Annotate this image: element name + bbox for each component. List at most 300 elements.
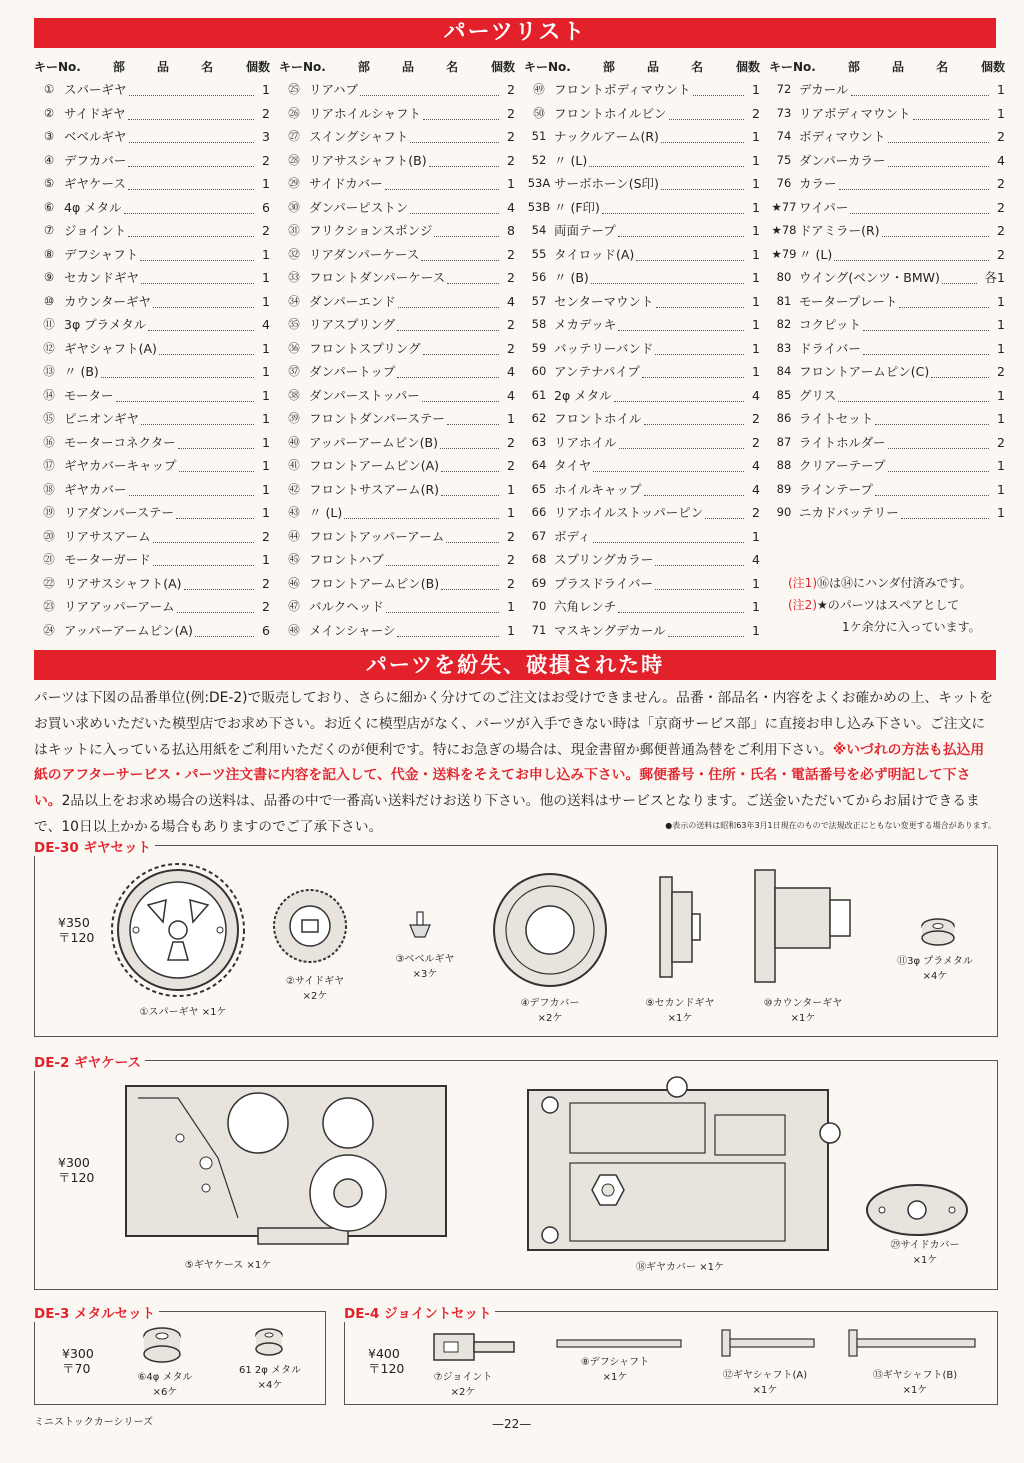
- side-cover-drawing: [862, 1180, 972, 1240]
- part-name: リアボディマウント: [799, 105, 911, 121]
- part-qty: 2: [752, 411, 760, 426]
- part-name: ラインテープ: [799, 481, 874, 497]
- parts-row: [279, 595, 519, 619]
- parts-row: [279, 360, 519, 384]
- part-qty: 1: [507, 505, 515, 520]
- leader-dots: [128, 177, 254, 190]
- parts-row: [279, 243, 519, 267]
- para2: 2品以上をお求め場合の送料は、品番の中で一番高い送料だけお送り下さい。他の送料はサービスとなります。ご送金いただいてからお届けできるまで、10日以上かかる場合もありますのでご了承下さい。: [34, 793, 980, 835]
- parts-row: [524, 360, 764, 384]
- part-qty: 1: [997, 82, 1005, 97]
- part-qty: 4: [507, 293, 515, 309]
- header-key: キーNo.: [769, 60, 816, 74]
- parts-row: [279, 313, 519, 337]
- part-key: ㉞: [288, 293, 300, 308]
- part-name: ギヤケース: [64, 176, 126, 191]
- part-name: ニカドバッテリー: [799, 505, 899, 520]
- part-key: ㉑: [43, 552, 55, 566]
- part-name: ワイパー: [799, 199, 849, 215]
- part-name: サイドギヤ: [64, 105, 126, 121]
- de4-cap-shaftb: ⑬ギヤシャフト(B) ×1ケ: [872, 1370, 958, 1396]
- part-qty: 1: [507, 599, 515, 614]
- part-qty: 2: [997, 176, 1005, 191]
- part-qty: 1: [507, 622, 515, 638]
- parts-row: [34, 572, 274, 596]
- parts-row: [34, 478, 274, 502]
- part-name: リアスプリング: [309, 317, 396, 332]
- part-name: タイヤ: [554, 458, 592, 473]
- parts-row: [524, 78, 764, 102]
- part-key: 64: [531, 458, 547, 472]
- joint-drawing: [430, 1328, 522, 1368]
- part-qty: 2: [997, 129, 1005, 144]
- part-qty: 2: [507, 270, 515, 285]
- part-qty: 1: [752, 270, 760, 285]
- parts-row: [524, 337, 764, 361]
- part-name: 〃 (L): [309, 505, 343, 520]
- part-qty: 1: [262, 505, 270, 520]
- header-name: 部 品 名: [602, 60, 718, 74]
- part-key: 70: [531, 599, 547, 613]
- part-qty: 4: [507, 387, 515, 403]
- parts-row: [279, 619, 519, 643]
- leader-dots: [410, 130, 499, 143]
- part-key: ★77: [771, 199, 797, 214]
- parts-row: [769, 102, 1009, 126]
- leader-dots: [129, 83, 254, 96]
- de2-label: DE-2 ギヤケース: [34, 1051, 145, 1071]
- gear-shaft-b-drawing: [845, 1328, 980, 1358]
- header-name: 部 品 名: [112, 60, 228, 74]
- part-qty: 2: [507, 82, 515, 97]
- leader-dots: [669, 107, 744, 120]
- part-name: スパーギヤ: [64, 82, 127, 97]
- leader-dots: [410, 201, 499, 214]
- part-key: 52: [531, 152, 547, 167]
- de3-label: DE-3 メタルセット: [34, 1302, 159, 1322]
- part-name: スプリングカラー: [554, 552, 654, 567]
- leader-dots: [101, 365, 254, 378]
- part-key: ⑥: [43, 199, 55, 214]
- parts-row: [524, 149, 764, 173]
- parts-row: [524, 384, 764, 408]
- parts-column-header: [769, 56, 1009, 78]
- part-name: ボディ: [554, 528, 591, 544]
- part-name: ホイルキャップ: [554, 481, 642, 497]
- part-qty: 2: [507, 246, 515, 262]
- part-qty: 1: [752, 176, 760, 191]
- leader-dots: [447, 412, 499, 425]
- leader-dots: [602, 201, 744, 214]
- part-key: 57: [531, 293, 547, 308]
- part-qty: 2: [997, 364, 1005, 379]
- part-qty: 4: [752, 481, 760, 497]
- part-qty: 1: [752, 528, 760, 544]
- part-key: 86: [776, 411, 792, 425]
- part-qty: 1: [262, 82, 270, 97]
- part-key: ②: [43, 105, 55, 120]
- part-key: ㉖: [288, 105, 300, 120]
- leader-dots: [850, 201, 989, 214]
- part-qty: 1: [262, 481, 270, 497]
- plastic-metal-drawing: [918, 916, 958, 946]
- leader-dots: [124, 201, 254, 214]
- leader-dots: [141, 412, 254, 425]
- part-qty: 1: [752, 82, 760, 97]
- leader-dots: [140, 248, 254, 261]
- part-qty: 1: [997, 505, 1005, 520]
- part-name: 3φ プラメタル: [64, 317, 147, 332]
- part-name: プラスドライバー: [554, 575, 654, 591]
- part-name: サイドカバー: [309, 176, 383, 191]
- parts-row: [279, 125, 519, 149]
- header-qty: 個数: [245, 60, 270, 74]
- part-key: ③: [43, 129, 55, 143]
- de3-price: ¥300 〒70: [62, 1346, 94, 1376]
- part-name: 六角レンチ: [554, 599, 617, 614]
- leader-dots: [863, 342, 989, 355]
- parts-row: [769, 125, 1009, 149]
- parts-row: [279, 78, 519, 102]
- part-key: 67: [531, 528, 547, 543]
- parts-row: [769, 431, 1009, 455]
- part-name: ギヤシャフト(A): [64, 340, 157, 356]
- parts-row: [769, 360, 1009, 384]
- part-qty: 4: [997, 152, 1005, 168]
- metal-4phi-drawing: [140, 1326, 184, 1366]
- part-key: 55: [531, 246, 547, 261]
- part-key: ★79: [771, 246, 797, 261]
- part-qty: 2: [507, 458, 515, 473]
- leader-dots: [618, 600, 744, 613]
- header-key: キーNo.: [279, 60, 326, 74]
- part-qty: 1: [262, 176, 270, 191]
- parts-row: [524, 501, 764, 525]
- part-key: ㉘: [288, 152, 300, 167]
- part-qty: 2: [507, 129, 515, 144]
- part-qty: 1: [997, 387, 1005, 403]
- part-key: ㊹: [288, 528, 300, 543]
- part-name: カウンターギヤ: [64, 293, 152, 309]
- de4-cap-shafta: ⑫ギヤシャフト(A) ×1ケ: [722, 1370, 808, 1396]
- part-qty: 1: [997, 411, 1005, 426]
- part-name: タイロッド(A): [554, 246, 635, 262]
- part-name: ギヤカバーキャップ: [64, 458, 177, 473]
- part-key: 74: [776, 129, 792, 143]
- parts-row: [34, 149, 274, 173]
- notes: [788, 572, 1008, 638]
- leader-dots: [655, 553, 744, 566]
- part-key: ⑲: [43, 505, 55, 519]
- part-key: 80: [776, 270, 792, 284]
- part-qty: 2: [507, 105, 515, 121]
- part-key: ㊿: [533, 105, 545, 120]
- part-key: 51: [531, 129, 547, 143]
- part-key: ㉓: [43, 599, 55, 613]
- parts-row: [524, 196, 764, 220]
- leader-dots: [913, 107, 989, 120]
- part-key: ㊶: [288, 458, 300, 472]
- parts-row: [279, 525, 519, 549]
- parts-row: [769, 196, 1009, 220]
- page-number: —22—: [492, 1417, 532, 1431]
- parts-row: [279, 407, 519, 431]
- fine-print: ●表示の送料は昭和63年3月1日現在のもので法規改正にともない変更する場合があります。: [665, 821, 996, 830]
- spur-gear-drawing: [108, 860, 248, 1000]
- parts-row: [34, 243, 274, 267]
- part-qty: 1: [507, 481, 515, 497]
- part-name: リアダンパーステー: [64, 505, 175, 520]
- part-name: フロントサスアーム(R): [309, 481, 440, 497]
- leader-dots: [901, 506, 989, 519]
- parts-row: [34, 384, 274, 408]
- part-qty: 2: [997, 246, 1005, 262]
- parts-row: [34, 619, 274, 643]
- parts-row: [279, 172, 519, 196]
- part-name: リアサスアーム: [64, 528, 151, 544]
- leader-dots: [179, 459, 254, 472]
- part-key: 81: [776, 293, 792, 308]
- leader-dots: [178, 436, 254, 449]
- part-qty: 1: [262, 387, 270, 403]
- part-key: ㉛: [288, 223, 300, 237]
- leader-dots: [644, 412, 744, 425]
- part-qty: 1: [507, 411, 515, 426]
- leader-dots: [447, 271, 499, 284]
- part-key: ㊴: [288, 411, 300, 425]
- de2-cap-sidecover: ㉙サイドカバー ×1ケ: [890, 1240, 960, 1266]
- part-key: ㊺: [288, 552, 300, 566]
- part-name: リアサスシャフト(A): [64, 575, 182, 591]
- de3-cap-4phi: ⑥4φ メタル ×6ケ: [137, 1372, 193, 1398]
- leader-dots: [177, 600, 254, 613]
- part-key: ⑩: [43, 293, 55, 308]
- leader-dots: [661, 130, 744, 143]
- leader-dots: [129, 483, 254, 496]
- part-key: 72: [776, 82, 792, 96]
- part-name: フロントホイルピン: [554, 105, 667, 121]
- part-name: メインシャーシ: [309, 622, 396, 638]
- part-qty: 1: [752, 223, 760, 238]
- parts-row: [769, 501, 1009, 525]
- parts-row: [34, 407, 274, 431]
- part-key: ⑯: [43, 434, 55, 449]
- part-name: フロントアームピン(B): [309, 575, 440, 591]
- part-qty: 4: [752, 552, 760, 567]
- de30-cap-side: ②サイドギヤ ×2ケ: [285, 976, 345, 1002]
- leader-dots: [159, 342, 254, 355]
- de30-cap-plastic-metal: ⑪3φ プラメタル ×4ケ: [897, 956, 973, 982]
- part-name: フロントホイル: [554, 411, 642, 426]
- part-key: 76: [776, 176, 792, 190]
- part-key: ⑳: [43, 528, 55, 543]
- part-name: ギヤカバー: [64, 481, 127, 497]
- part-qty: 2: [507, 317, 515, 332]
- lost-parts-paragraph: [34, 686, 996, 841]
- part-name: 2φ メタル: [554, 387, 612, 403]
- note1-text: ⑯は⑭にハンダ付済みです。: [817, 576, 972, 590]
- gear-case-drawing: [118, 1078, 458, 1248]
- part-qty: 6: [262, 622, 270, 638]
- part-name: 〃 (L): [799, 246, 833, 262]
- leader-dots: [656, 295, 744, 308]
- part-name: リアホイル: [554, 434, 617, 450]
- part-name: クリアーテープ: [799, 458, 886, 473]
- parts-row: [769, 478, 1009, 502]
- part-qty: 2: [997, 223, 1005, 238]
- note2-label: (注2): [788, 598, 817, 612]
- parts-column-2: [279, 56, 519, 642]
- part-key: ㉝: [288, 270, 300, 284]
- part-qty: 2: [507, 528, 515, 544]
- part-name: ドライバー: [799, 340, 861, 356]
- part-name: ナックルアーム(R): [554, 129, 659, 144]
- de4-cap-joint: ⑦ジョイント ×2ケ: [433, 1372, 493, 1398]
- leader-dots: [899, 295, 989, 308]
- de30-label: DE-30 ギヤセット: [34, 836, 155, 856]
- part-name: モーターコネクター: [64, 434, 176, 450]
- part-key: 83: [776, 340, 792, 355]
- part-qty: 2: [752, 434, 760, 450]
- part-key: ⑬: [43, 364, 55, 378]
- de3-cap-2phi: 61 2φ メタル ×4ケ: [238, 1365, 302, 1391]
- parts-row: [279, 572, 519, 596]
- leader-dots: [360, 83, 499, 96]
- parts-row: [524, 125, 764, 149]
- part-key: 82: [776, 317, 792, 331]
- part-key: ①: [43, 82, 55, 96]
- part-qty: 1: [262, 340, 270, 356]
- leader-dots: [423, 342, 499, 355]
- leader-dots: [834, 248, 989, 261]
- parts-row: [524, 431, 764, 455]
- parts-row: [769, 243, 1009, 267]
- parts-row: [34, 313, 274, 337]
- part-name: バッテリーバンド: [554, 340, 654, 356]
- parts-row: [769, 266, 1009, 290]
- parts-row: [769, 219, 1009, 243]
- parts-column-header: [524, 56, 764, 78]
- de30-cap-second: ⑨セカンドギヤ ×1ケ: [645, 998, 715, 1024]
- part-name: センターマウント: [554, 293, 654, 309]
- lost-parts-title: パーツを紛失、破損された時: [34, 650, 996, 680]
- parts-row: [279, 478, 519, 502]
- leader-dots: [128, 107, 254, 120]
- de2-price: ¥300 〒120: [58, 1155, 95, 1185]
- part-name: フロントダンパーケース: [309, 270, 446, 285]
- part-name: リアアッパーアーム: [64, 599, 175, 614]
- parts-row: [34, 196, 274, 220]
- part-qty: 8: [507, 223, 515, 238]
- part-key: ⑧: [43, 246, 55, 261]
- part-key: ㊱: [288, 340, 300, 355]
- part-key: 53A: [527, 176, 551, 190]
- leader-dots: [429, 154, 499, 167]
- leader-dots: [888, 154, 989, 167]
- part-qty: 各1: [984, 270, 1005, 285]
- para-red: ※いづれの方法も払込用紙のアフターサービス・パーツ注文書に内容を記入して、代金・送料をそえてお申し込み下さい。郵便番号・住所・氏名・電話番号を必ず明記して下さい。: [34, 741, 985, 810]
- para1: パーツは下図の品番単位(例:DE-2)で販売しており、さらに細かく分けてのご注文はお受けできません。品番・部品名・内容をよくお確かめの上、キットをお買い求めいただいた模型店でお求め下さい。お近くに模型店がなく、パーツが入手できない時は「京商サービス部」に直接お申し込み下さい。ご注文にはキットに入っている払込用紙をご利用いただくのが便利です。特にお急ぎの場合は、現金書留か郵便普通為替をご利用下さい。: [34, 690, 994, 758]
- leader-dots: [344, 506, 499, 519]
- leader-dots: [593, 459, 744, 472]
- footer-series: ミニストックカーシリーズ: [34, 1417, 153, 1428]
- part-name: セカンドギヤ: [64, 270, 140, 285]
- leader-dots: [888, 459, 989, 472]
- parts-row: [524, 548, 764, 572]
- part-name: ダンパーストッパー: [309, 387, 420, 403]
- leader-dots: [589, 154, 744, 167]
- part-qty: 2: [507, 434, 515, 450]
- parts-column-3: [524, 56, 764, 642]
- gear-cover-drawing: [520, 1075, 850, 1260]
- parts-row: [279, 384, 519, 408]
- part-key: 88: [776, 458, 792, 472]
- parts-row: [34, 595, 274, 619]
- part-key: ㊾: [533, 82, 545, 96]
- part-key: ⑦: [43, 223, 55, 237]
- part-key: 90: [776, 505, 792, 519]
- part-key: ⑫: [43, 340, 55, 355]
- parts-row: [34, 290, 274, 314]
- part-qty: 1: [997, 458, 1005, 473]
- part-key: 68: [531, 552, 547, 566]
- part-key: 54: [531, 223, 547, 237]
- parts-row: [34, 219, 274, 243]
- part-qty: 1: [752, 129, 760, 144]
- part-name: フロントハブ: [309, 552, 384, 567]
- part-key: 59: [531, 340, 547, 355]
- part-key: ㉗: [288, 129, 300, 143]
- leader-dots: [148, 318, 254, 331]
- leader-dots: [668, 624, 744, 637]
- leader-dots: [888, 436, 989, 449]
- part-key: 65: [531, 481, 547, 496]
- part-name: 両面テープ: [554, 223, 616, 238]
- parts-row: [279, 548, 519, 572]
- parts-row: [34, 78, 274, 102]
- parts-row: [524, 407, 764, 431]
- parts-row: [279, 290, 519, 314]
- part-key: ㉟: [288, 317, 300, 331]
- part-qty: 1: [752, 317, 760, 332]
- part-key: ㉒: [43, 575, 55, 590]
- part-name: アンテナパイプ: [554, 364, 640, 379]
- parts-row: [769, 454, 1009, 478]
- parts-row: [769, 149, 1009, 173]
- leader-dots: [195, 624, 254, 637]
- part-name: モーター: [64, 387, 114, 403]
- leader-dots: [875, 483, 989, 496]
- part-name: デカール: [799, 82, 849, 97]
- part-qty: 4: [262, 317, 270, 332]
- parts-column-4: [769, 56, 1009, 525]
- part-key: ㉕: [288, 82, 300, 96]
- part-name: スイングシャフト: [309, 129, 409, 144]
- leader-dots: [141, 271, 254, 284]
- parts-row: [524, 172, 764, 196]
- part-name: フロントスプリング: [309, 340, 421, 356]
- leader-dots: [931, 365, 989, 378]
- part-key: 66: [531, 505, 547, 519]
- leader-dots: [153, 553, 254, 566]
- part-name: カラー: [799, 176, 837, 191]
- parts-row: [524, 525, 764, 549]
- header-name: 部 品 名: [847, 60, 963, 74]
- leader-dots: [153, 295, 254, 308]
- part-key: ㊸: [288, 505, 300, 519]
- leader-dots: [184, 577, 254, 590]
- leader-dots: [619, 436, 744, 449]
